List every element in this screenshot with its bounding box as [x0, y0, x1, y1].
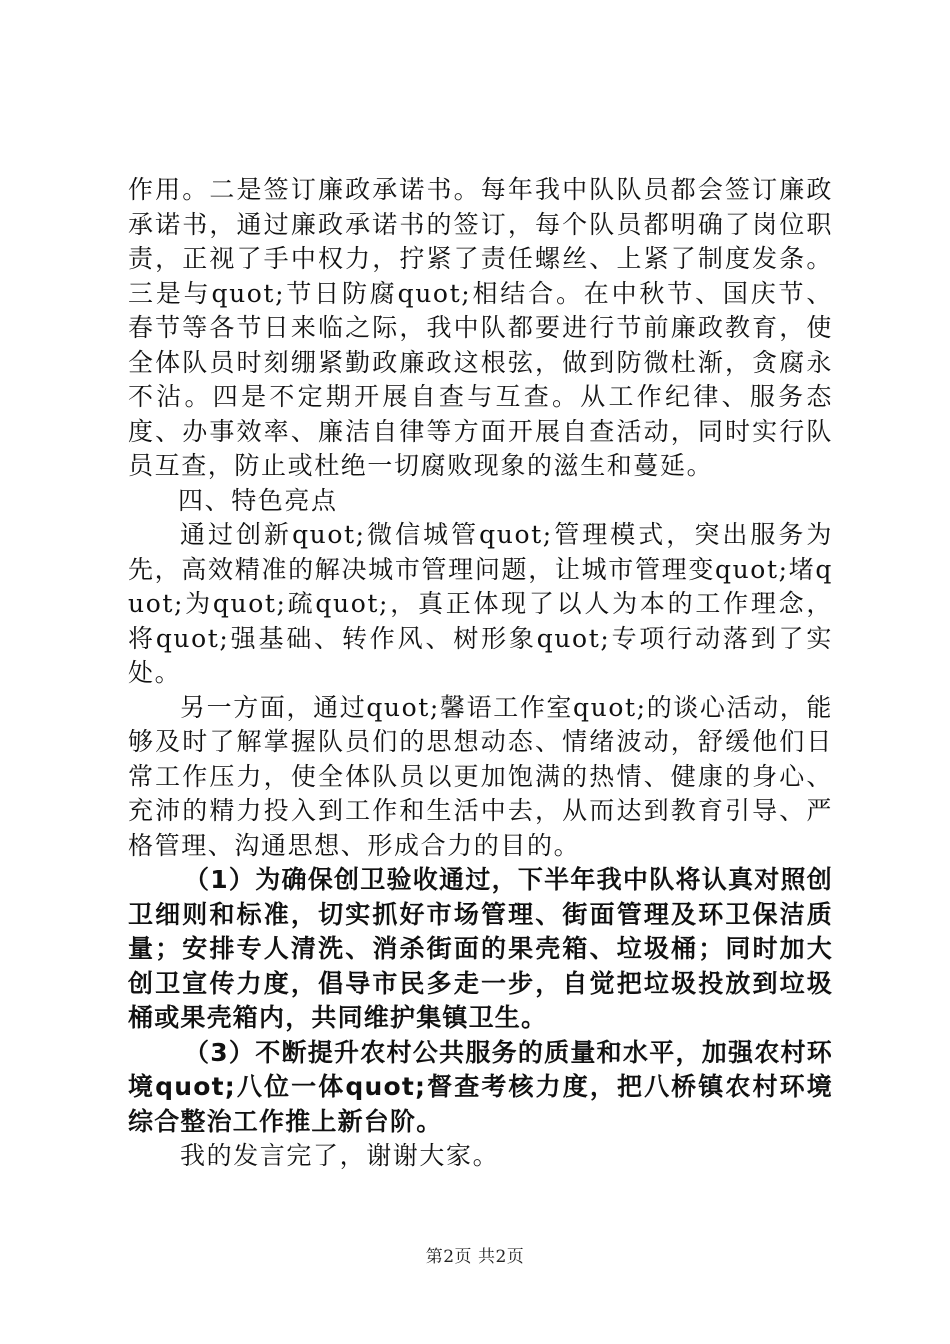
- paragraph-heart-talk: 另一方面，通过quot;馨语工作室quot;的谈心活动，能够及时了解掌握队员们的思想动态、情绪波动，舒缓他们日常工作压力，使全体队员以更加饱满的热情、健康的身心、充沛的精力投入到工作和生活中去，从而达到教育引导、严格管理、沟通思想、形成合力的目的。: [128, 692, 833, 860]
- paragraph-wechat-management: 通过创新quot;微信城管quot;管理模式，突出服务为先，高效精准的解决城市管理问题，让城市管理变quot;堵quot;为quot;疏quot;，真正体现了以人为本的工作理念，将quot;强基础、转作风、树形象quot;专项行动落到了实处。: [128, 520, 833, 687]
- page-footer: 第2页 共2页: [425, 1247, 525, 1267]
- document-body: [128, 173, 833, 1174]
- paragraph-closing: 我的发言完了，谢谢大家。: [180, 1141, 500, 1170]
- paragraph-item-1: （1）为确保创卫验收通过，下半年我中队将认真对照创卫细则和标准，切实抓好市场管理、街面管理及环卫保洁质量；安排专人清洗、消杀街面的果壳箱、垃圾桶；同时加大创卫宣传力度，倡导市民多走一步，自觉把垃圾投放到垃圾桶或果壳箱内，共同维护集镇卫生。: [128, 865, 833, 1032]
- paragraph-integrity-measures: 作用。二是签订廉政承诺书。每年我中队队员都会签订廉政承诺书，通过廉政承诺书的签订，每个队员都明确了岗位职责，正视了手中权力，拧紧了责任螺丝、上紧了制度发条。三是与quot;节日防腐quot;相结合。在中秋节、国庆节、春节等各节日来临之际，我中队都要进行节前廉政教育，使全体队员时刻绷紧勤政廉政这根弦，做到防微杜渐，贪腐永不沾。四是不定期开展自查与互查。从工作纪律、服务态度、办事效率、廉洁自律等方面开展自查活动，同时实行队员互查，防止或杜绝一切腐败现象的滋生和蔓延。: [128, 175, 833, 480]
- paragraph-item-3: （3）不断提升农村公共服务的质量和水平，加强农村环境quot;八位一体quot;督查考核力度，把八桥镇农村环境综合整治工作推上新台阶。: [128, 1037, 833, 1136]
- section-heading-highlights: 四、特色亮点: [178, 485, 338, 515]
